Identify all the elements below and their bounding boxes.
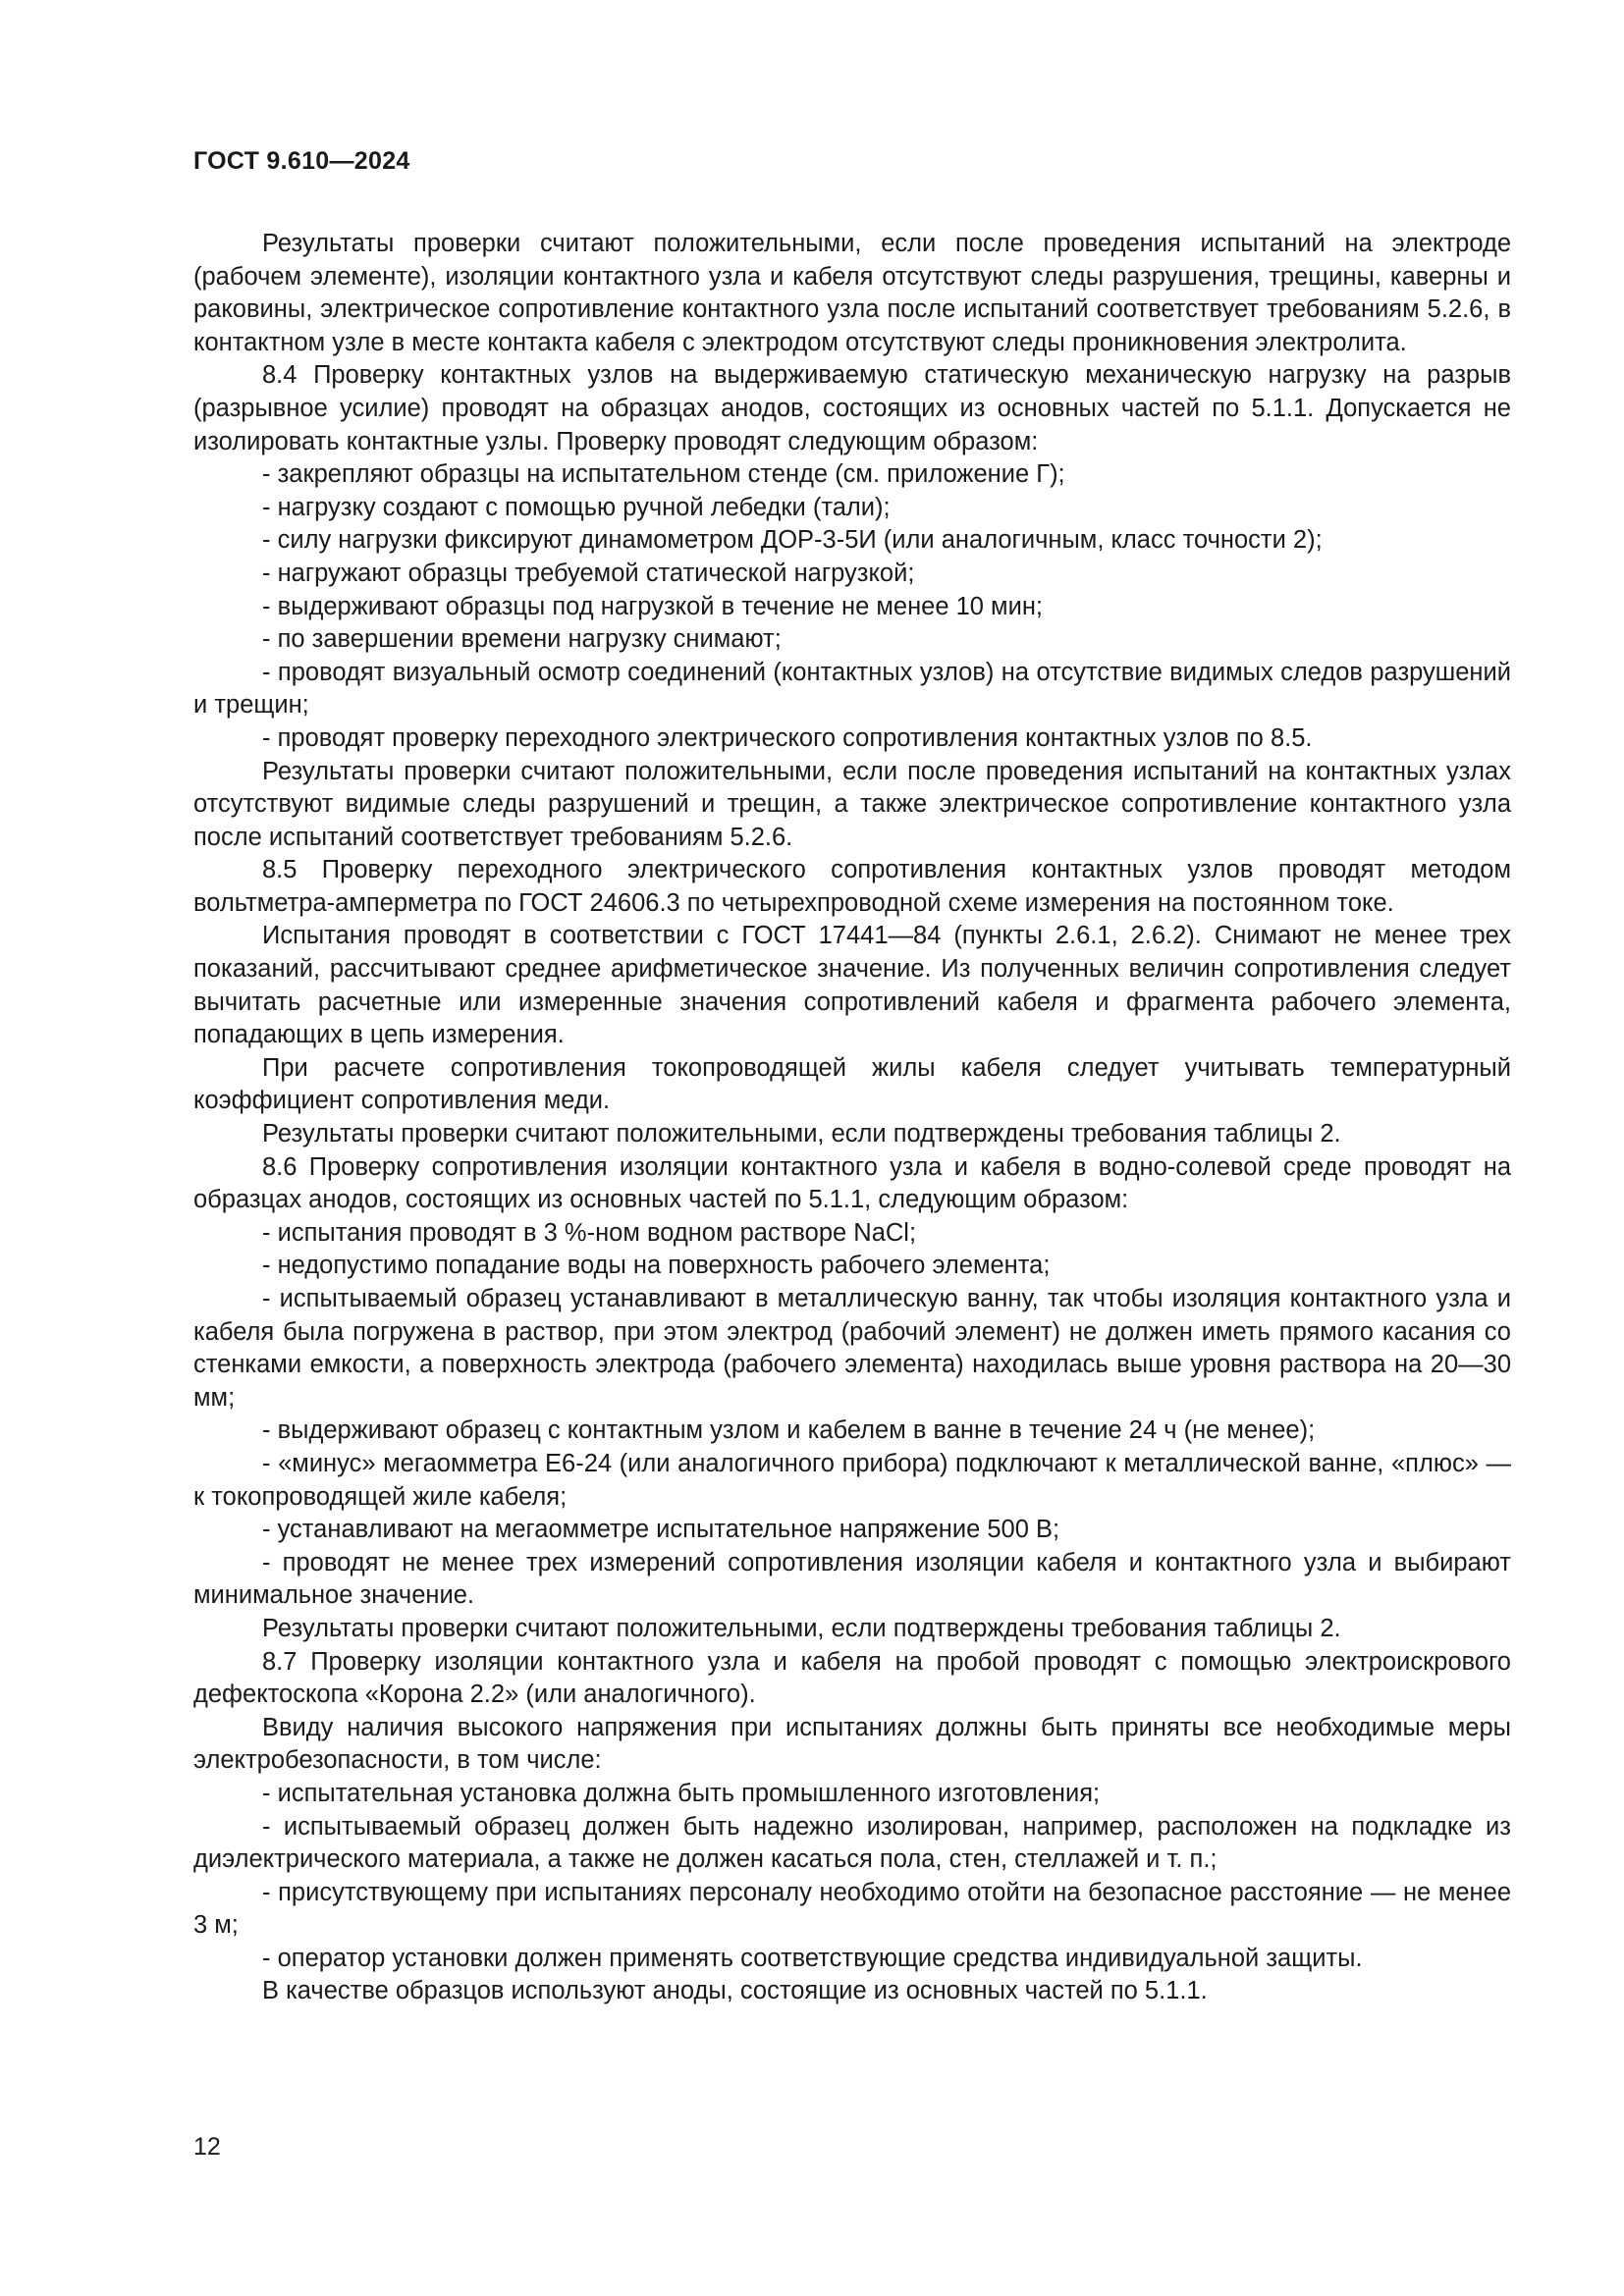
list-item: - устанавливают на мегаомметре испытательное напряжение 500 В; bbox=[262, 1516, 1060, 1544]
list-item: - нагрузку создают с помощью ручной лебедки (тали); bbox=[262, 493, 891, 521]
list-item: - испытываемый образец должен быть надежно изолирован, например, расположен на подкладке из диэлектрического материала, а также не должен касаться пола, стен, стеллажей и т. п.; bbox=[193, 1812, 1511, 1874]
paragraph-clause-8-6: 8.6 Проверку сопротивления изоляции контактного узла и кабеля в водно-солевой среде проводят на образцах анодов, состоящих из основных частей по 5.1.1, следующим образом: bbox=[193, 1152, 1511, 1214]
paragraph: В качестве образцов используют аноды, состоящие из основных частей по 5.1.1. bbox=[262, 1977, 1208, 2005]
paragraph-clause-8-5: 8.5 Проверку переходного электрического сопротивления контактных узлов проводят методом вольтметра-амперметра по ГОСТ 24606.3 по четырехпроводной схеме измерения на постоянном токе. bbox=[193, 856, 1511, 917]
list-item: - испытываемый образец устанавливают в металлическую ванну, так чтобы изоляция контактного узла и кабеля была погружена в раствор, при этом электрод (рабочий элемент) не должен иметь прямого касания со стенками емкости, а поверхность электрода (рабочего элемента) находилась выше уровня раствора на 20—30 мм; bbox=[193, 1285, 1511, 1412]
document-header-standard-number: ГОСТ 9.610—2024 bbox=[193, 147, 410, 175]
paragraph-clause-8-7: 8.7 Проверку изоляции контактного узла и кабеля на пробой проводят с помощью электроискрового дефектоскопа «Корона 2.2» (или аналогичного). bbox=[193, 1647, 1511, 1709]
list-item: - проводят визуальный осмотр соединений (контактных узлов) на отсутствие видимых следов разрушений и трещин; bbox=[193, 658, 1511, 720]
list-item: - проводят не менее трех измерений сопротивления изоляции кабеля и контактного узла и выбирают минимальное значение. bbox=[193, 1548, 1511, 1610]
list-item: - силу нагрузки фиксируют динамометром ДОР-3-5И (или аналогичным, класс точности 2); bbox=[262, 526, 1323, 555]
list-item: - закрепляют образцы на испытательном стенде (см. приложение Г); bbox=[262, 460, 1065, 489]
document-body bbox=[193, 228, 1511, 2008]
list-item: - нагружают образцы требуемой статической нагрузкой; bbox=[262, 559, 915, 587]
paragraph: Результаты проверки считают положительными, если подтверждены требования таблицы 2. bbox=[262, 1614, 1341, 1642]
list-item: - оператор установки должен применять соответствующие средства индивидуальной защиты. bbox=[262, 1944, 1363, 1972]
list-item: - выдерживают образцы под нагрузкой в течение не менее 10 мин; bbox=[262, 592, 1043, 620]
page-number: 12 bbox=[193, 2133, 221, 2161]
list-item: - испытательная установка должна быть промышленного изготовления; bbox=[262, 1779, 1101, 1807]
paragraph: Результаты проверки считают положительными, если после проведения испытаний на электроде (рабочем элементе), изоляции контактного узла и кабеля отсутствуют следы разрушения, трещины, каверны и раковины, электрическое сопротивление контактного узла после испытаний соответствует требованиям 5.2.6, в контактном узле в месте контакта кабеля с электродом отсутствуют следы проникновения электролита. bbox=[193, 230, 1511, 356]
paragraph: Результаты проверки считают положительными, если после проведения испытаний на контактных узлах отсутствуют видимые следы разрушений и трещин, а также электрическое сопротивление контактного узла после испытаний соответствует требованиям 5.2.6. bbox=[193, 757, 1511, 851]
paragraph: Ввиду наличия высокого напряжения при испытаниях должны быть приняты все необходимые меры электробезопасности, в том числе: bbox=[193, 1713, 1511, 1775]
paragraph: Результаты проверки считают положительными, если подтверждены требования таблицы 2. bbox=[262, 1120, 1341, 1148]
list-item: - выдерживают образец с контактным узлом и кабелем в ванне в течение 24 ч (не менее); bbox=[262, 1416, 1316, 1445]
paragraph: Испытания проводят в соответствии с ГОСТ 17441—84 (пункты 2.6.1, 2.6.2). Снимают не менее трех показаний, рассчитывают среднее арифметическое значение. Из полученных величин сопротивления следует вычитать расчетные или измеренные значения сопротивлений кабеля и фрагмента рабочего элемента, попадающих в цепь измерения. bbox=[193, 922, 1511, 1049]
list-item: - испытания проводят в 3 %-ном водном растворе NaCl; bbox=[262, 1218, 917, 1247]
list-item: - проводят проверку переходного электрического сопротивления контактных узлов по 8.5. bbox=[262, 723, 1313, 752]
paragraph: При расчете сопротивления токопроводящей жилы кабеля следует учитывать температурный коэффициент сопротивления меди. bbox=[193, 1053, 1511, 1115]
list-item: - «минус» мегаомметра Е6-24 (или аналогичного прибора) подключают к металлической ванне, «плюс» — к токопроводящей жиле кабеля; bbox=[193, 1449, 1511, 1511]
list-item: - присутствующему при испытаниях персоналу необходимо отойти на безопасное расстояние — не менее 3 м; bbox=[193, 1878, 1511, 1940]
paragraph-clause-8-4: 8.4 Проверку контактных узлов на выдерживаемую статическую механическую нагрузку на разрыв (разрывное усилие) проводят на образцах анодов, состоящих из основных частей по 5.1.1. Допускается не изолировать контактные узлы. Проверку проводят следующим образом: bbox=[193, 361, 1511, 455]
list-item: - недопустимо попадание воды на поверхность рабочего элемента; bbox=[262, 1252, 1051, 1280]
list-item: - по завершении времени нагрузку снимают; bbox=[262, 625, 782, 654]
